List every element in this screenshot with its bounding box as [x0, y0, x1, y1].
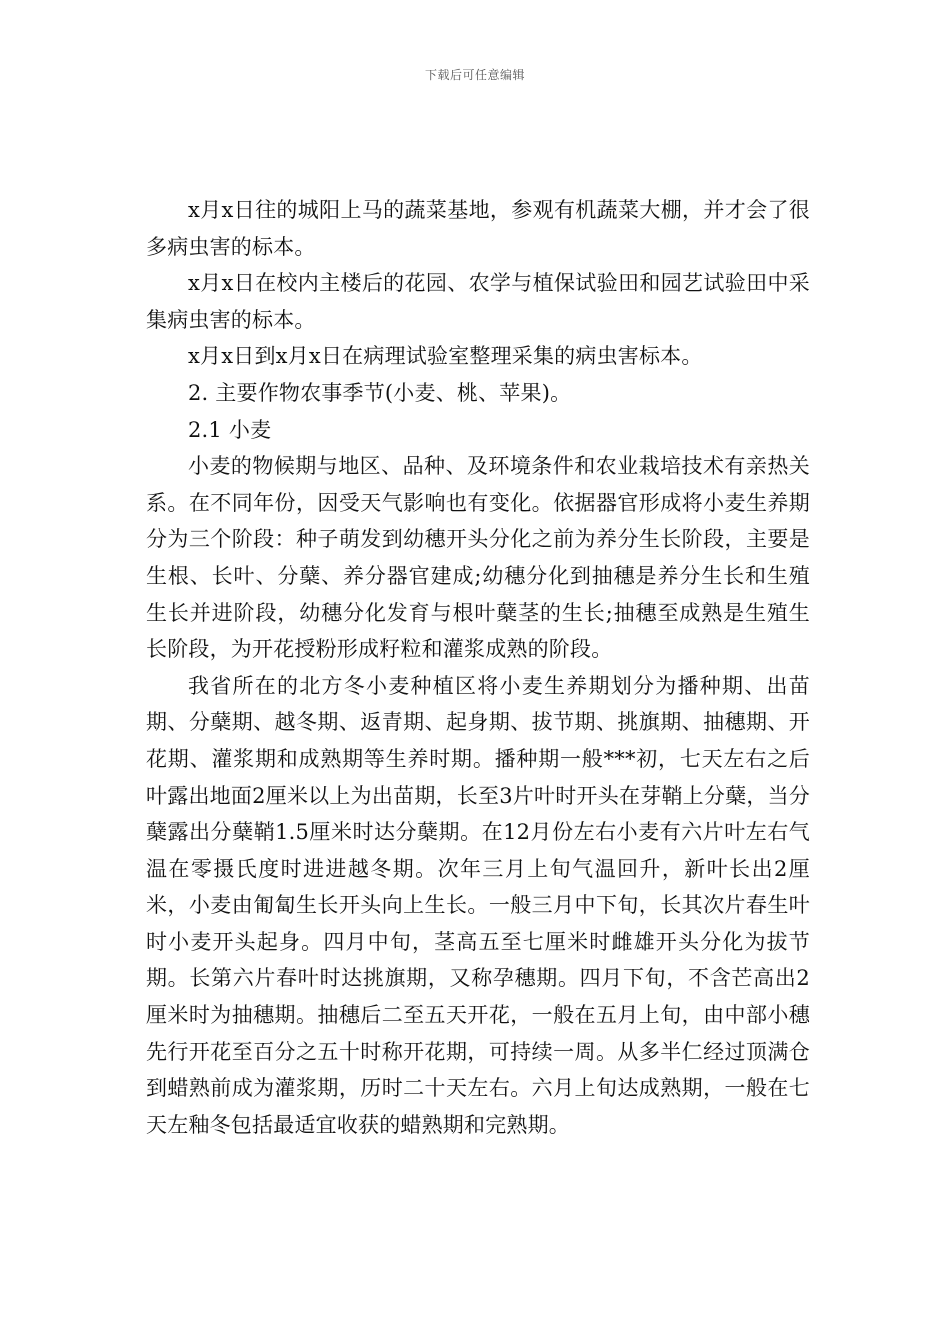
- section-heading-crop-seasons: 2. 主要作物农事季节(小麦、桃、苹果)。: [188, 380, 572, 405]
- paragraph-lab-sorting: x月x日到x月x日在病理试验室整理采集的病虫害标本。: [188, 344, 703, 369]
- subsection-heading-wheat: 2.1 小麦: [188, 417, 272, 442]
- document-body: [146, 192, 810, 1143]
- paragraph-wheat-phenology: 小麦的物候期与地区、品种、及环境条件和农业栽培技术有亲热关系。在不同年份，因受天气影响也有变化。依据器官形成将小麦生养期分为三个阶段：种子萌发到幼穗开头分化之前为养分生长阶段，主要是生根、长叶、分蘖、养分器官建成;幼穗分化到抽穗是养分生长和生殖生长并进阶段，幼穗分化发育与根叶蘖茎的生长;抽穗至成熟是生殖生长阶段，为开花授粉形成籽粒和灌浆成熟的阶段。: [146, 454, 810, 662]
- paragraph-wheat-growth-stages: 我省所在的北方冬小麦种植区将小麦生养期划分为播种期、出苗期、分蘖期、越冬期、返青期、起身期、拔节期、挑旗期、抽穗期、开花期、灌浆期和成熟期等生养时期。播种期一般***初，七天左右之后叶露出地面2厘米以上为出苗期，长至3片叶时开头在芽鞘上分蘖，当分蘖露出分蘖鞘1.5厘米时达分蘖期。在12月份左右小麦有六片叶左右气温在零摄氏度时进进越冬期。次年三月上旬气温回升，新叶长出2厘米，小麦由匍匐生长开头向上生长。一般三月中下旬，长其次片春生叶时小麦开头起身。四月中旬，茎高五至七厘米时雌雄开头分化为拔节期。长第六片春叶时达挑旗期，又称孕穗期。四月下旬，不含芒高出2厘米时为抽穗期。抽穗后二至五天开花，一般在五月上旬，由中部小穗先行开花至百分之五十时称开花期，可持续一周。从多半仁经过顶满仓到蜡熟前成为灌浆期，历时二十天左右。六月上旬达成熟期，一般在七天左釉冬包括最适宜收获的蜡熟期和完熟期。: [146, 673, 810, 1137]
- page-header: 下载后可任意编辑: [424, 68, 525, 82]
- paragraph-campus-collection: x月x日在校内主楼后的花园、农学与植保试验田和园艺试验田中采集病虫害的标本。: [146, 271, 810, 332]
- paragraph-visit-vegetable-base: x月x日往的城阳上马的蔬菜基地，参观有机蔬菜大棚，并才会了很多病虫害的标本。: [146, 198, 810, 259]
